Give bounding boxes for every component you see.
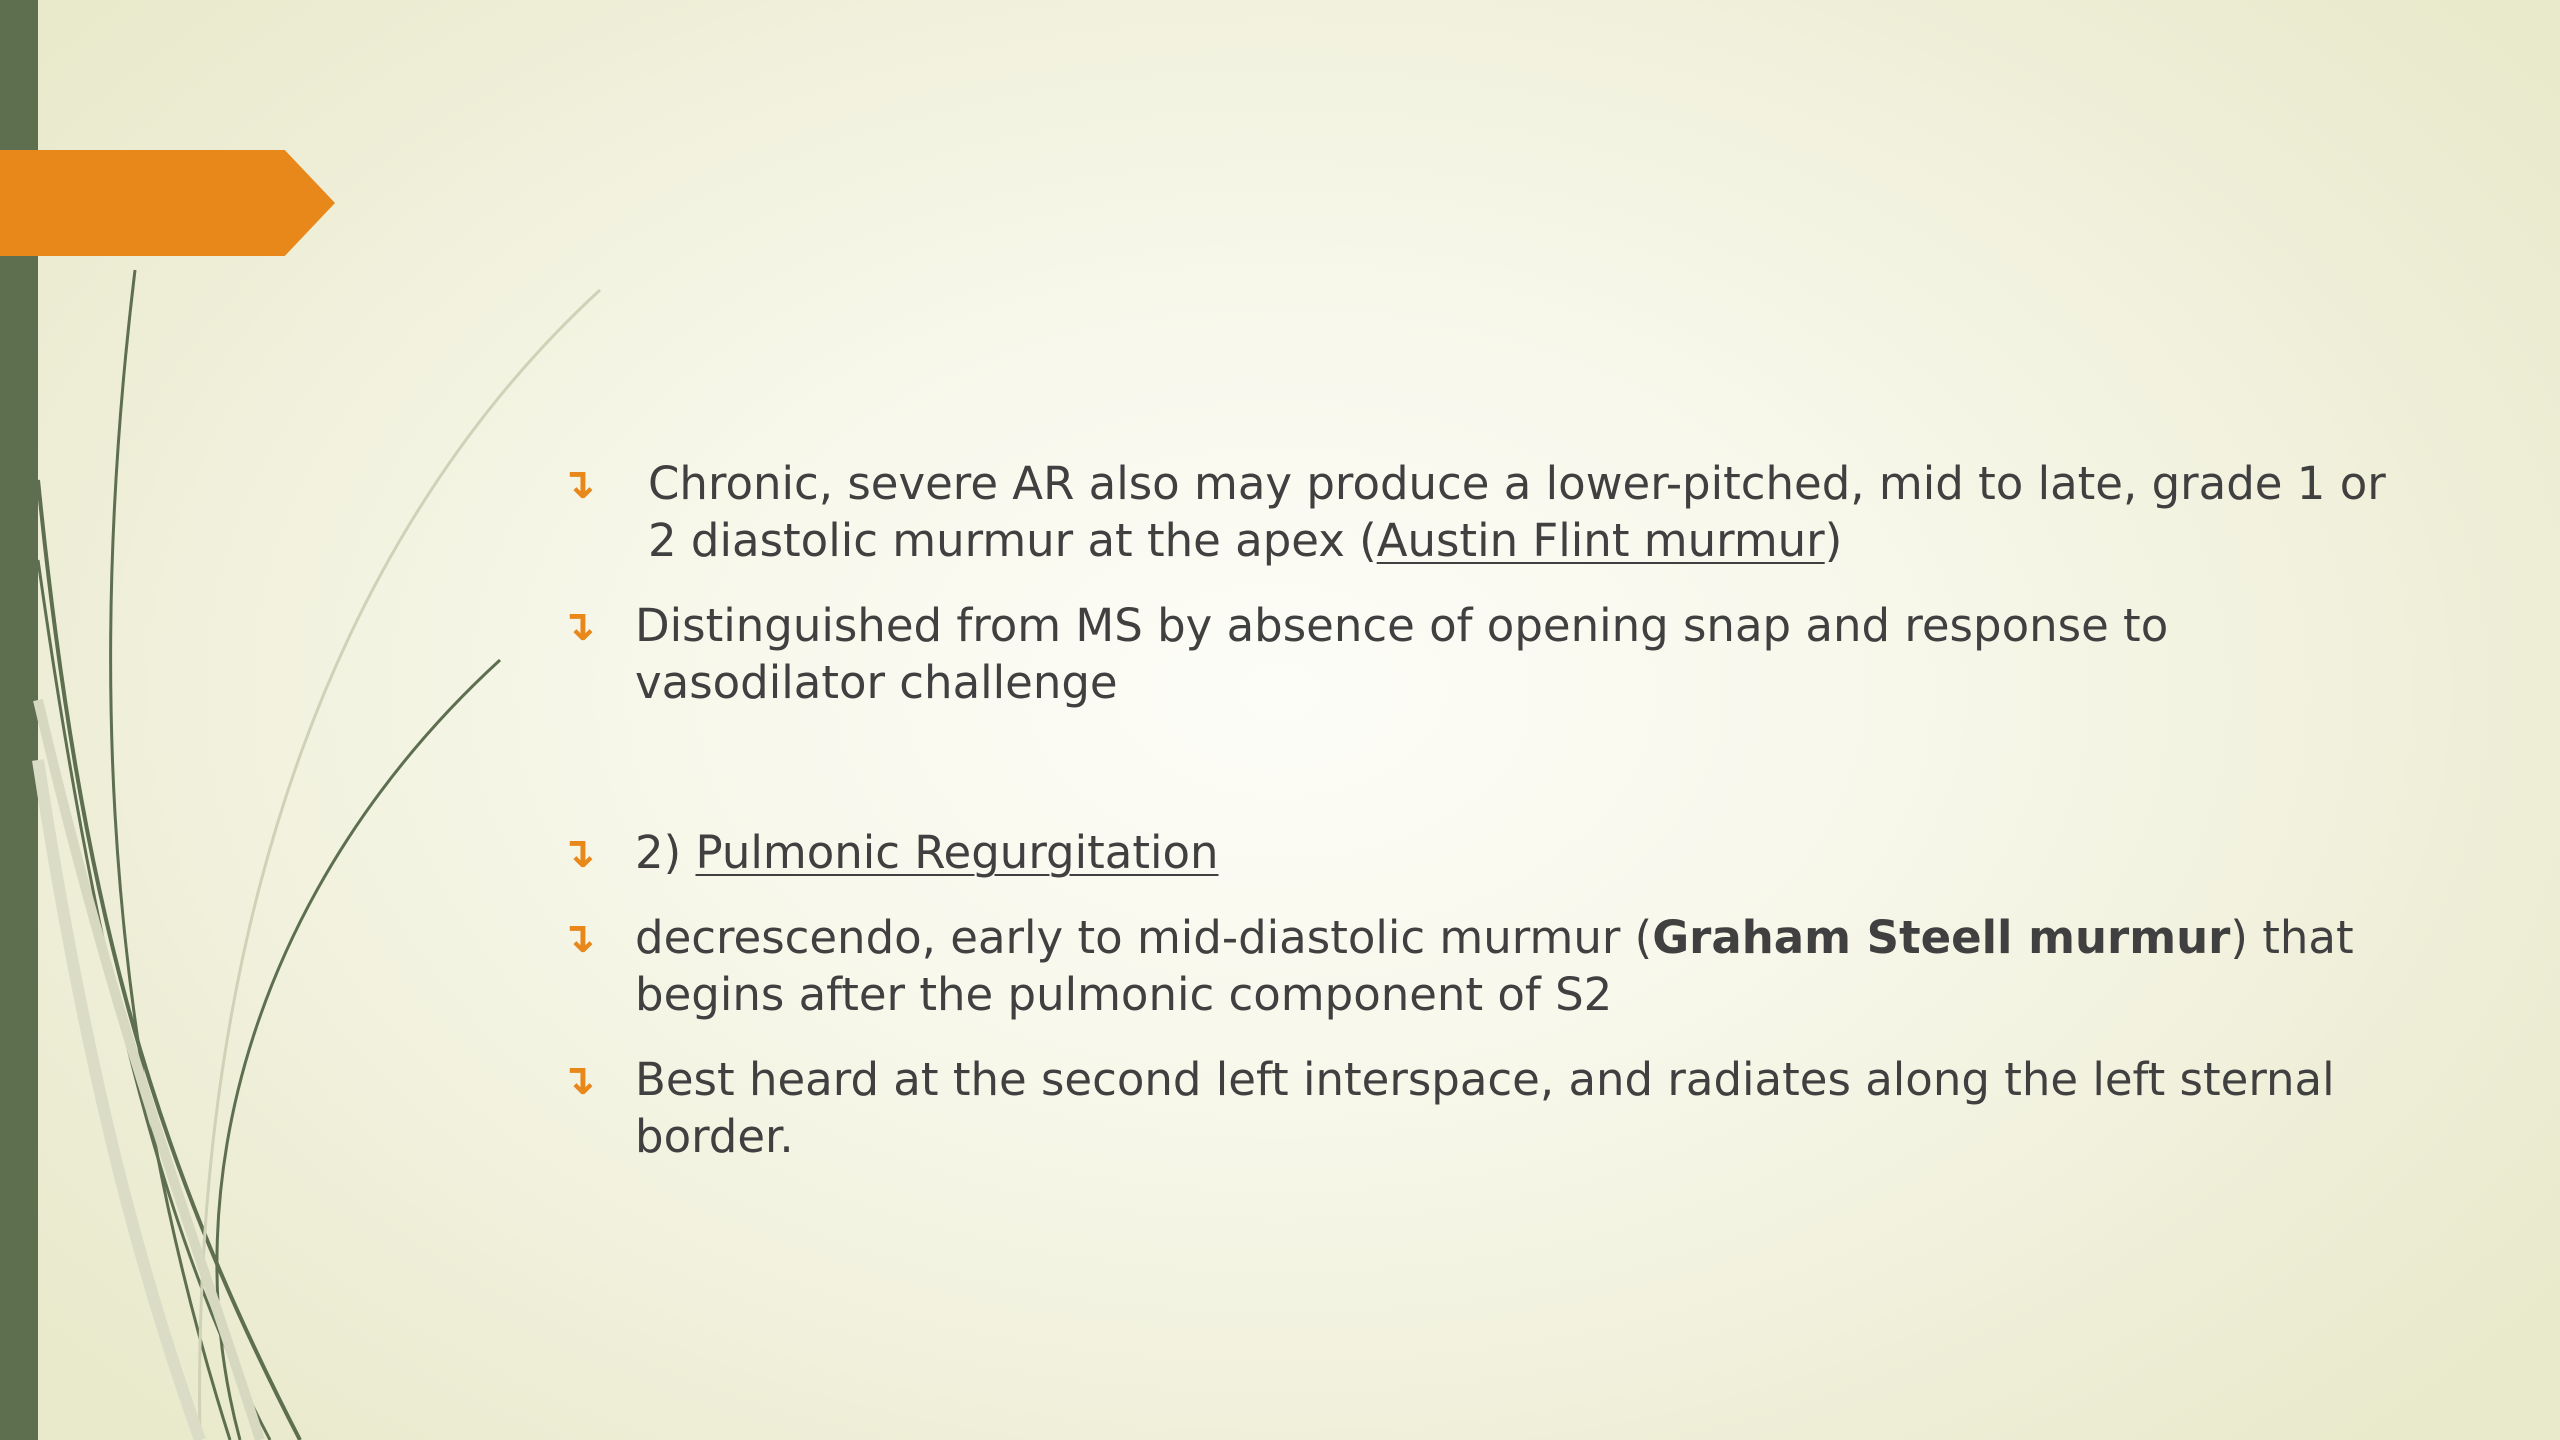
bullet-text: Chronic, severe AR also may produce a lower-pitched, mid to late, grade 1 or 2 diastolic murmur at the apex (: [648, 457, 2386, 567]
bullet-pulmonic-regurgitation-heading: [560, 824, 2400, 881]
bullet-text-end: ): [1824, 514, 1843, 567]
bullet-best-heard: [560, 1051, 2400, 1165]
bullet-arrow-icon: ↴: [560, 1055, 596, 1104]
bullet-arrow-icon: ↴: [560, 913, 596, 962]
heading-prefix: 2): [635, 826, 696, 879]
slide-content: [560, 455, 2400, 1193]
pulmonic-regurgitation-heading: Pulmonic Regurgitation: [695, 826, 1219, 879]
bullet-distinguished-from-ms: [560, 597, 2400, 711]
bullet-arrow-icon: ↴: [560, 828, 596, 877]
bullet-austin-flint: [560, 455, 2400, 569]
orange-title-tab: [0, 150, 335, 256]
bullet-graham-steell: [560, 909, 2400, 1023]
bullet-text: Best heard at the second left interspace, and radiates along the left sternal border.: [635, 1053, 2335, 1163]
bullet-arrow-icon: ↴: [560, 459, 596, 508]
bullet-arrow-icon: ↴: [560, 601, 596, 650]
graham-steell-term: Graham Steell murmur: [1652, 911, 2231, 964]
austin-flint-link[interactable]: Austin Flint murmur: [1376, 514, 1825, 567]
bullet-text: Distinguished from MS by absence of opening snap and response to vasodilator challenge: [635, 599, 2169, 709]
bullet-text: decrescendo, early to mid-diastolic murmur (: [635, 911, 1653, 964]
bullet-text-end: ) that begins after the pulmonic component of S2: [635, 911, 2354, 1021]
